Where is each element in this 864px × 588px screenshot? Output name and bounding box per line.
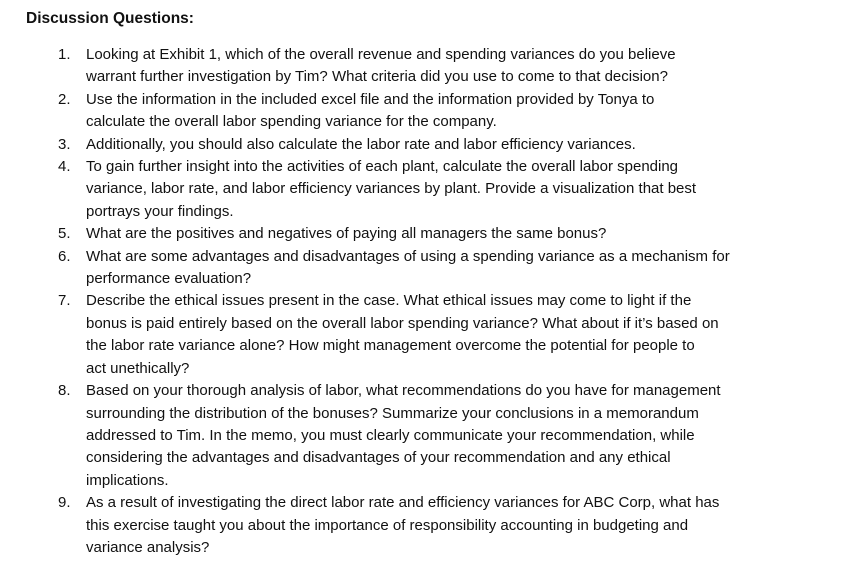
question-text xyxy=(86,492,856,559)
question-number: 7. xyxy=(58,292,71,310)
question-item xyxy=(0,44,864,89)
question-text xyxy=(86,246,856,291)
question-number: 1. xyxy=(58,46,71,63)
question-line: the labor rate variance alone? How might management overcome the potential for people to xyxy=(86,337,695,355)
question-text xyxy=(86,290,856,380)
question-line: To gain further insight into the activities of each plant, calculate the overall labor spending xyxy=(86,158,679,176)
question-line: What are the positives and negatives of paying all managers the same bonus? xyxy=(86,225,607,243)
question-text xyxy=(86,223,856,245)
question-line: As a result of investigating the direct labor rate and efficiency variances for ABC Corp, what has xyxy=(86,494,720,512)
question-number: 4. xyxy=(58,158,71,176)
question-item xyxy=(0,380,864,492)
section-heading: Discussion Questions: xyxy=(26,10,194,27)
question-line: Based on your thorough analysis of labor, what recommendations do you have for management xyxy=(86,382,721,400)
question-item xyxy=(0,492,864,559)
question-item xyxy=(0,223,864,245)
question-number: 2. xyxy=(58,90,71,108)
question-line: Looking at Exhibit 1, which of the overall revenue and spending variances do you believe xyxy=(86,46,676,63)
question-line: addressed to Tim. In the memo, you must clearly communicate your recommendation, while xyxy=(86,426,695,444)
question-number: 6. xyxy=(58,247,71,265)
question-line: bonus is paid entirely based on the overall labor spending variance? What about if it’s based on xyxy=(86,314,719,332)
question-text xyxy=(86,89,856,134)
question-line: variance, labor rate, and labor efficiency variances by plant. Provide a visualization that best xyxy=(86,180,697,198)
question-line: calculate the overall labor spending variance for the company. xyxy=(86,113,497,131)
question-line: act unethically? xyxy=(86,359,190,377)
question-number: 5. xyxy=(58,225,71,243)
question-item xyxy=(0,134,864,156)
question-line: this exercise taught you about the importance of responsibility accounting in budgeting and xyxy=(86,516,689,534)
question-line: portrays your findings. xyxy=(86,202,234,220)
question-line: implications. xyxy=(86,471,169,489)
question-line: considering the advantages and disadvantages of your recommendation and any ethical xyxy=(86,449,671,467)
question-text xyxy=(86,44,856,89)
question-item xyxy=(0,246,864,291)
question-item xyxy=(0,290,864,380)
question-text xyxy=(86,134,856,156)
question-number: 3. xyxy=(58,135,71,153)
question-item xyxy=(0,89,864,134)
question-item xyxy=(0,156,864,223)
question-line: Use the information in the included excel file and the information provided by Tonya to xyxy=(86,90,655,108)
question-number: 8. xyxy=(58,382,71,400)
question-line: warrant further investigation by Tim? What criteria did you use to come to that decision? xyxy=(86,68,668,86)
question-number: 9. xyxy=(58,494,71,512)
question-line: surrounding the distribution of the bonuses? Summarize your conclusions in a memorandum xyxy=(86,404,699,422)
question-text xyxy=(86,156,856,223)
question-line: variance analysis? xyxy=(86,538,210,556)
question-line: What are some advantages and disadvantages of using a spending variance as a mechanism for xyxy=(86,247,730,265)
question-line: Additionally, you should also calculate the labor rate and labor efficiency variances. xyxy=(86,135,636,153)
question-line: Describe the ethical issues present in the case. What ethical issues may come to light if the xyxy=(86,292,692,310)
question-list xyxy=(0,44,864,559)
question-text xyxy=(86,380,856,492)
question-line: performance evaluation? xyxy=(86,270,252,288)
